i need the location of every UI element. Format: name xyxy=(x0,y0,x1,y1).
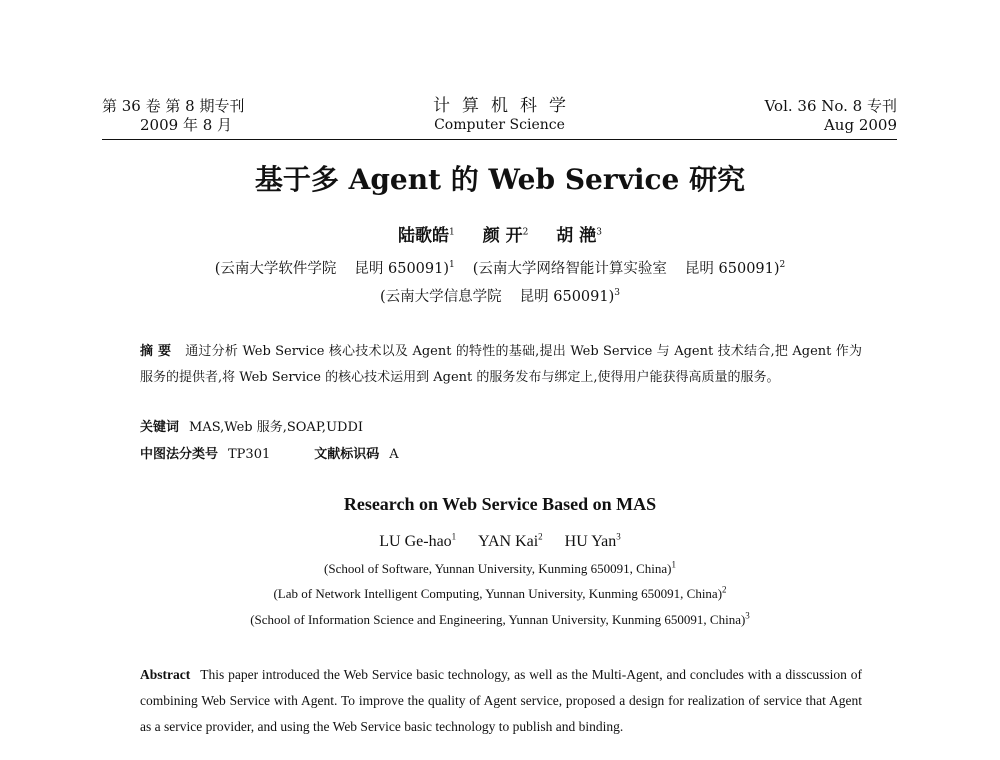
author-zh xyxy=(398,226,455,246)
abstract-en xyxy=(140,662,862,740)
author-zh xyxy=(556,226,602,246)
affiliation-en-1-text: (School of Software, Yunnan University, Kunming 650091, China) xyxy=(324,561,672,576)
affiliation-3-city: 昆明 650091) xyxy=(519,289,615,305)
affiliation-3-name: (云南大学信息学院 xyxy=(379,289,502,305)
author-list-en xyxy=(0,533,1000,551)
affiliation-en-3 xyxy=(0,612,1000,628)
affiliation-en-2-mark: 2 xyxy=(722,584,727,595)
journal-header xyxy=(102,97,897,139)
affiliation-en-3-text: (School of Information Science and Engineering, Yunnan University, Kunming 650091, China) xyxy=(250,612,746,627)
affiliation-1-mark: 1 xyxy=(449,260,455,271)
abstract-zh xyxy=(140,339,862,391)
affiliations-zh-line2 xyxy=(0,285,1000,306)
publication-date-zh: 2009 年 8 月 xyxy=(140,116,233,134)
affiliation-en-1-mark: 1 xyxy=(671,559,676,570)
clc-value: TP301 xyxy=(228,447,271,462)
header-rule xyxy=(102,139,897,140)
classification-line xyxy=(140,443,399,462)
affiliation-3-mark: 3 xyxy=(614,288,620,299)
doc-code-value: A xyxy=(389,447,399,462)
affiliation-2-name: (云南大学网络智能计算实验室 xyxy=(472,261,667,277)
affiliation-en-1 xyxy=(0,561,1000,577)
keywords xyxy=(140,416,363,435)
abstract-en-label: Abstract xyxy=(140,667,191,682)
author-affiliation-mark: 2 xyxy=(522,227,529,238)
author-en xyxy=(478,533,543,550)
author-name: YAN Kai xyxy=(478,533,539,550)
affiliation-en-2 xyxy=(0,586,1000,602)
author-list-zh xyxy=(0,221,1000,246)
abstract-zh-text: 通过分析 Web Service 核心技术以及 Agent 的特性的基础,提出 Web Service 与 Agent 技术结合,把 Agent 作为服务的提供者,将 Web Service 的核心技术运用到 Agent 的服务发布与绑定上,使得用户能获得高质量的服务。 xyxy=(140,344,862,385)
clc-label: 中图法分类号 xyxy=(140,447,219,462)
keywords-label: 关键词 xyxy=(140,420,180,435)
author-affiliation-mark: 1 xyxy=(449,227,455,238)
author-en xyxy=(379,533,456,550)
journal-volume-info-en xyxy=(765,97,897,135)
affiliation-1-city: 昆明 650091) xyxy=(354,261,450,277)
paper-title-zh: 基于多 Agent 的 Web Service 研究 xyxy=(254,163,746,196)
author-affiliation-mark: 3 xyxy=(596,227,602,238)
affiliation-en-2-text: (Lab of Network Intelligent Computing, Yunnan University, Kunming 650091, China) xyxy=(273,586,723,601)
author-name: 胡 滟 xyxy=(556,226,597,246)
affiliation-2-city: 昆明 650091) xyxy=(684,261,780,277)
paper-title-en: Research on Web Service Based on MAS xyxy=(343,494,657,514)
affiliation-2-mark: 2 xyxy=(779,260,786,271)
author-name: 颜 开 xyxy=(482,226,523,246)
abstract-en-text: This paper introduced the Web Service basic technology, as well as the Multi-Agent, and concludes with a disscussion of combining Web Service with Agent. To improve the quality of Agent service, proposed a design for realization of service that Agent as a service provider, and using the Web Service basic technology to publish and binding. xyxy=(140,667,862,734)
author-name: LU Ge-hao xyxy=(379,533,452,550)
affiliations-zh-line1 xyxy=(0,257,1000,278)
affiliation-en-3-mark: 3 xyxy=(745,610,750,621)
abstract-zh-label: 摘 要 xyxy=(140,344,172,359)
author-affiliation-mark: 3 xyxy=(616,531,621,542)
publication-date-en: Aug 2009 xyxy=(823,116,897,134)
volume-issue-en: Vol. 36 No. 8 专刊 xyxy=(764,97,897,115)
doc-code-label: 文献标识码 xyxy=(314,447,380,462)
author-name: 陆歌皓 xyxy=(398,226,450,246)
volume-issue: 第 36 卷 第 8 期专刊 xyxy=(102,97,245,115)
author-zh xyxy=(483,226,529,246)
author-affiliation-mark: 1 xyxy=(451,531,457,542)
affiliation-1-name: (云南大学软件学院 xyxy=(214,261,337,277)
author-name: HU Yan xyxy=(564,533,617,550)
keywords-text: MAS,Web 服务,SOAP,UDDI xyxy=(189,420,364,435)
author-affiliation-mark: 2 xyxy=(538,531,543,542)
journal-name-en: Computer Science xyxy=(434,117,565,133)
journal-name-zh: 计算机科学 xyxy=(433,96,578,116)
author-en xyxy=(565,533,621,550)
